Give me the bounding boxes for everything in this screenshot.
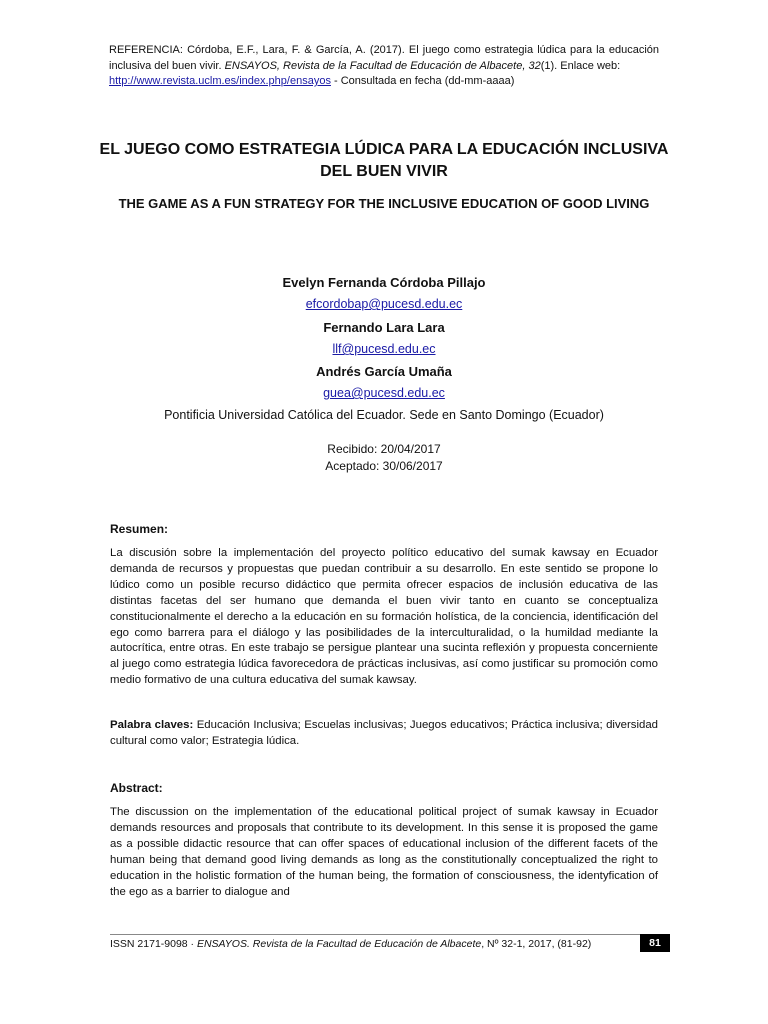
keywords bbox=[110, 718, 658, 750]
abstract-body: The discussion on the implementation of the educational political project of sumak kawsay in Ecuador demands resources and proposals that contribute to its development. In this sense it is proposed the game as a possible didactic resource that can offer spaces of educational inclusion of the different facets of the human being that demand good living demands as long as the constitutionally conceptualized the right to education in the holistic formation of the human being, the formation of consciousness, the identyfication of the ego as a barrier to dialogue and bbox=[110, 806, 658, 898]
reference-consulted: - Consultada en fecha (dd-mm-aaaa) bbox=[330, 75, 515, 87]
keywords-label: Palabra claves: bbox=[110, 719, 194, 731]
abstract-heading: Abstract: bbox=[110, 781, 163, 795]
received-date: Recibido: 20/04/2017 bbox=[327, 442, 441, 456]
author-name: Evelyn Fernanda Córdoba Pillajo bbox=[282, 275, 486, 290]
footer-issn: ISSN 2171-9098 · bbox=[110, 938, 197, 950]
keywords-text: Educación Inclusiva; Escuelas inclusivas; Juegos educativos; Práctica inclusiva; diversidad cultural como valor; Estrategia lúdica. bbox=[110, 719, 658, 747]
page-number: 81 bbox=[640, 934, 670, 952]
resumen-heading: Resumen: bbox=[110, 522, 169, 536]
author-name: Fernando Lara Lara bbox=[323, 320, 445, 335]
accepted-date: Aceptado: 30/06/2017 bbox=[325, 459, 443, 473]
author-email-link[interactable]: guea@pucesd.edu.ec bbox=[323, 386, 445, 400]
journal-link[interactable]: http://www.revista.uclm.es/index.php/ensayos bbox=[109, 75, 331, 87]
reference-journal: ENSAYOS, Revista de la Facultad de Educación de Albacete, 32 bbox=[224, 59, 541, 72]
title-spanish: EL JUEGO COMO ESTRATEGIA LÚDICA PARA LA EDUCACIÓN INCLUSIVA DEL BUEN VIVIR bbox=[99, 141, 669, 180]
reference-citation bbox=[109, 43, 659, 90]
author-block-2 bbox=[0, 319, 768, 358]
author-block-1 bbox=[0, 274, 768, 313]
footer-issue: , Nº 32-1, 2017, (81-92) bbox=[481, 938, 592, 950]
dates-block bbox=[0, 441, 768, 475]
affiliation: Pontificia Universidad Católica del Ecuador. Sede en Santo Domingo (Ecuador) bbox=[164, 408, 604, 422]
title-english: THE GAME AS A FUN STRATEGY FOR THE INCLUSIVE EDUCATION OF GOOD LIVING bbox=[118, 196, 650, 211]
author-block-3 bbox=[0, 363, 768, 402]
footer-journal: ENSAYOS. Revista de la Facultad de Educación de Albacete bbox=[196, 938, 482, 950]
author-email-link[interactable]: efcordobap@pucesd.edu.ec bbox=[305, 297, 463, 311]
author-name: Andrés García Umaña bbox=[316, 364, 452, 379]
reference-text: REFERENCIA: Córdoba, E.F., Lara, F. & García, A. (2017). El juego como estrategia lúdica para la educación inclusiva del buen vivir. bbox=[109, 44, 659, 72]
footer-divider bbox=[110, 934, 670, 935]
author-email-link[interactable]: llf@pucesd.edu.ec bbox=[332, 342, 436, 356]
reference-issue: (1). Enlace web: bbox=[540, 59, 621, 72]
footer-citation bbox=[110, 937, 630, 951]
resumen-body: La discusión sobre la implementación del proyecto político educativo del sumak kawsay en Ecuador demanda de recursos y propuestas que puedan contribuir a su desarrollo. En este sentido se propone lo lúdico como un posible recurso didáctico que permita ofrecer espacios de inclusión educativa de las distintas facetas del ser humano que demanda el buen vivir tanto en cuanto se conceptualiza constitucionalmente el derecho a la educación en su formación holística, de la conciencia, identificación del ego como barrera para el diálogo y las posibilidades de la interculturalidad, o la humildad mediante la autocrítica, entre otras. En este trabajo se persigue plantear una sucinta reflexión y propuesta concerniente al juego como estrategia lúdica favorecedora de prácticas inclusivas, así como justificar su promoción como medio formativo de una cultura educativa del sumak kawsay. bbox=[110, 547, 658, 687]
